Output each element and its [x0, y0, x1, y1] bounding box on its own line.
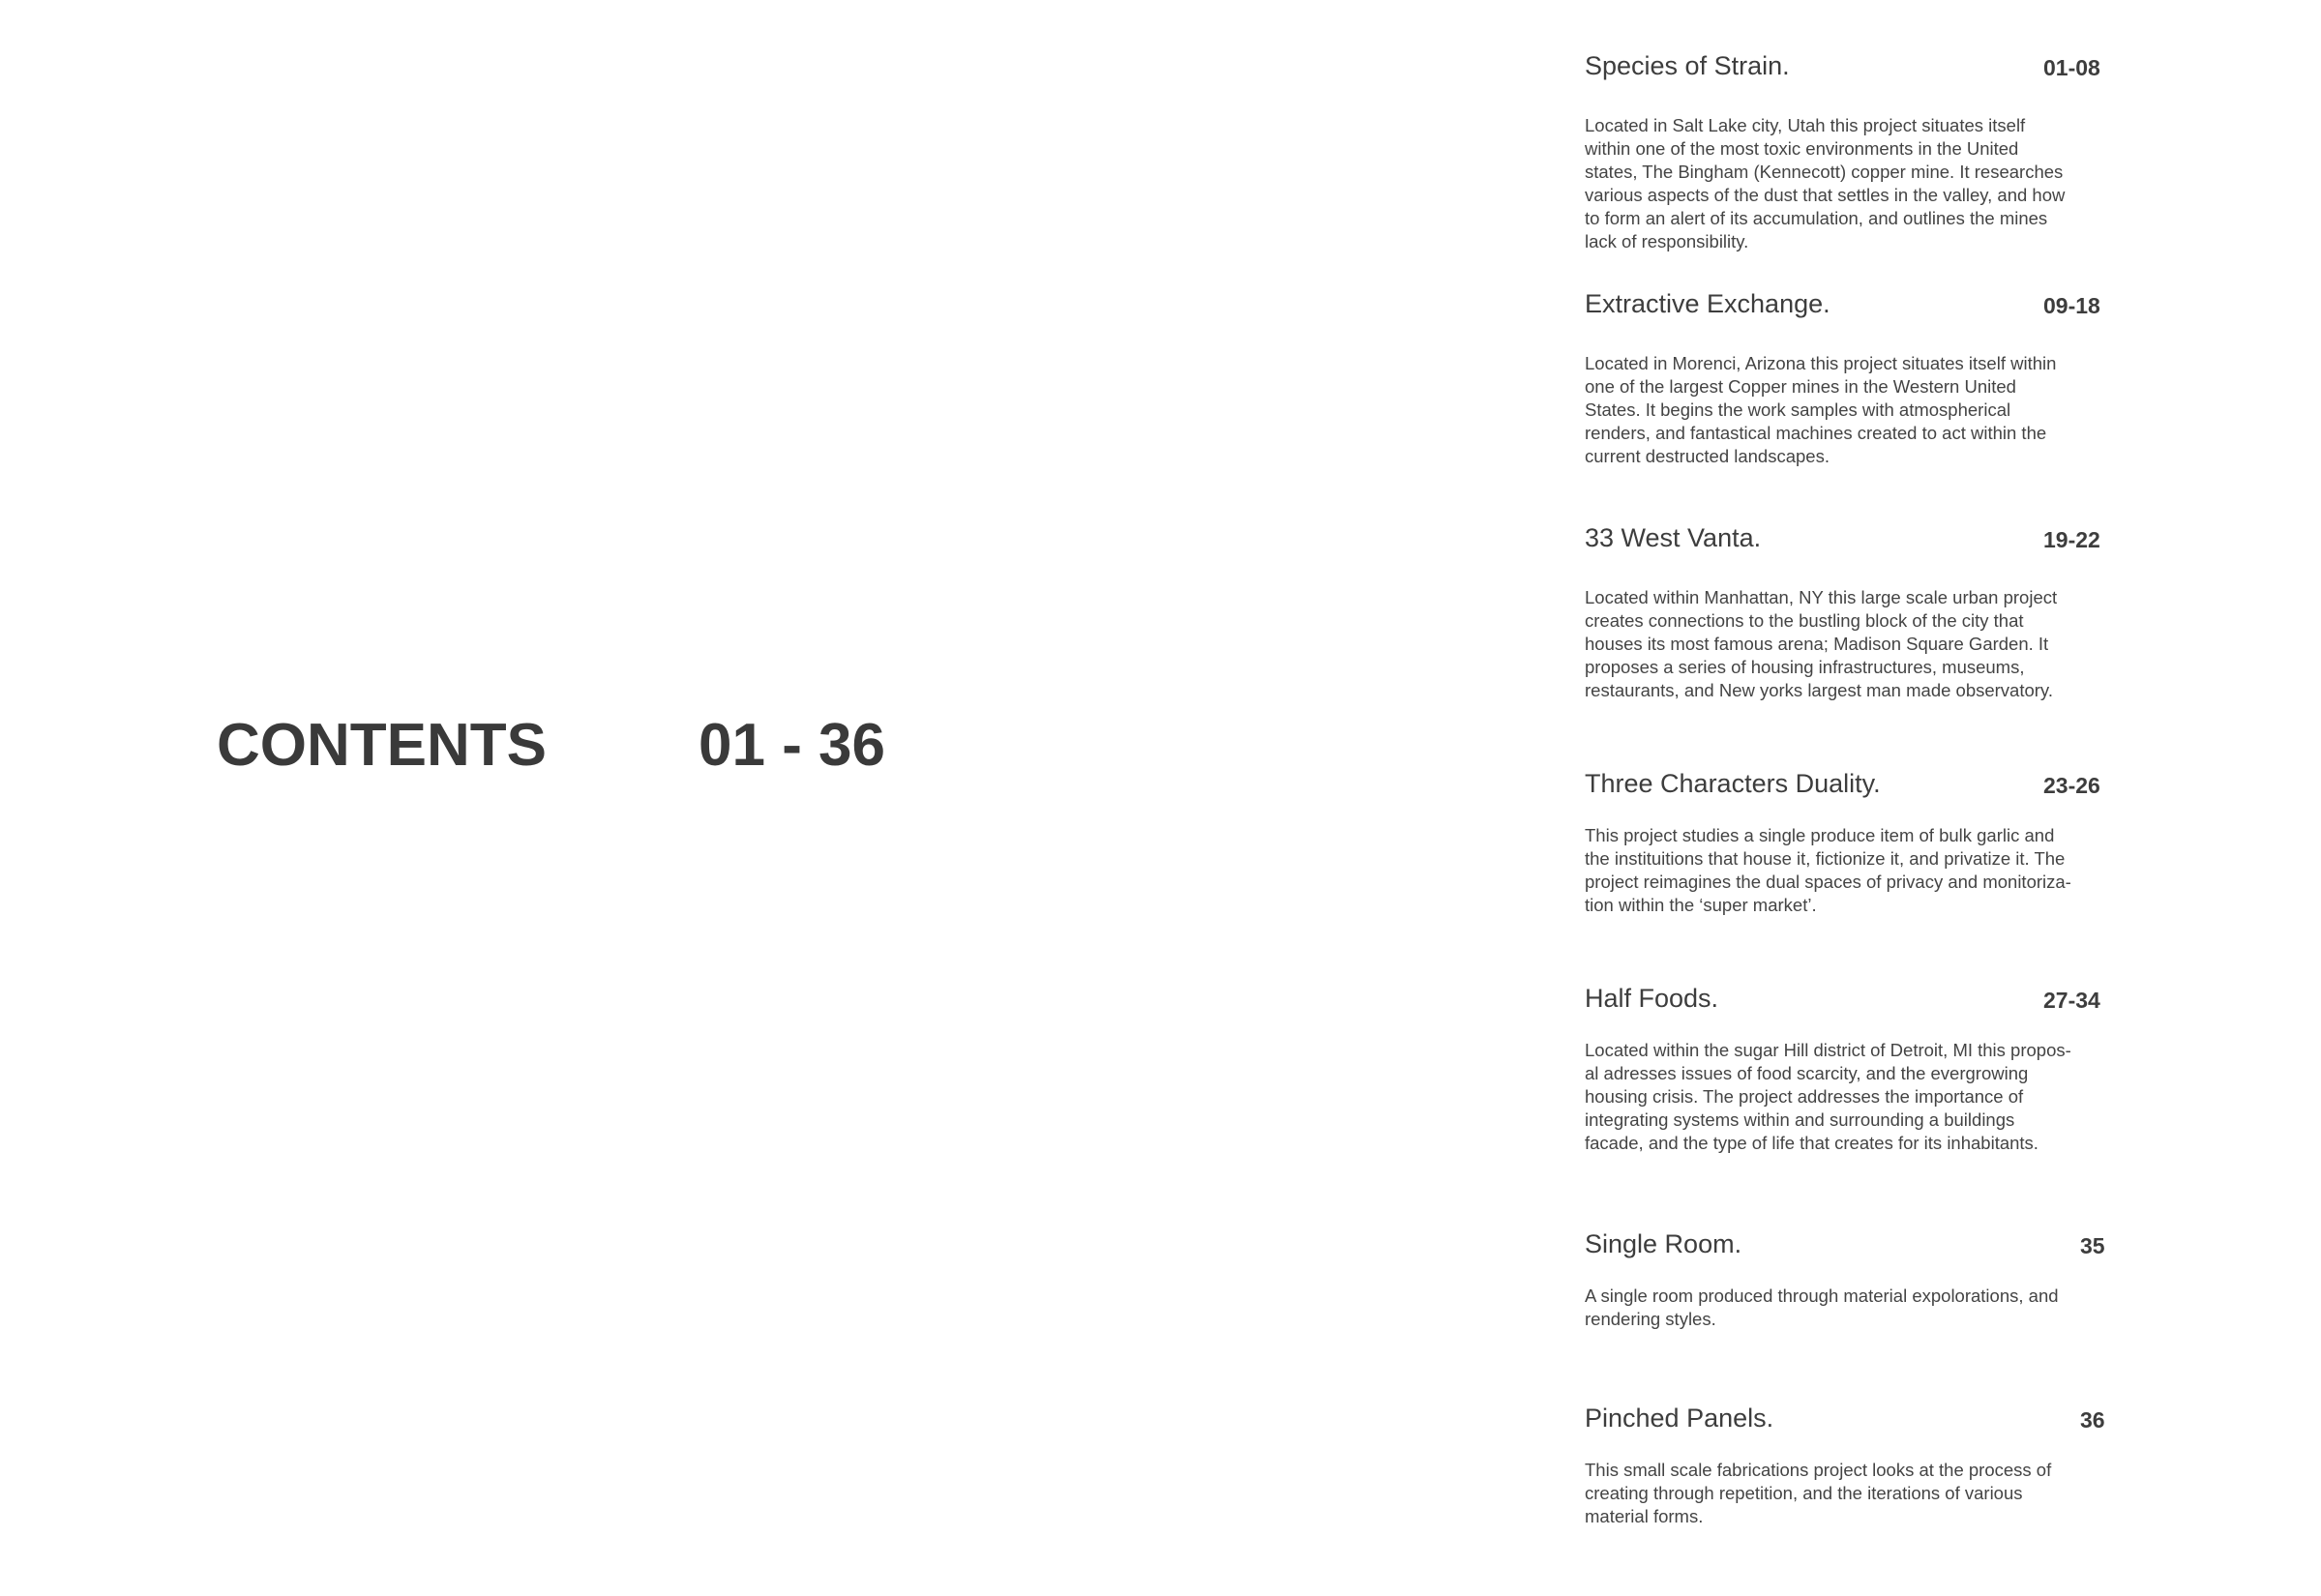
entry-title: Single Room. [1585, 1229, 1742, 1258]
entry-title: 33 West Vanta. [1585, 523, 1762, 552]
entry-title: Species of Strain. [1585, 51, 1790, 80]
entry-pages: 35 [2080, 1233, 2105, 1258]
entry-title: Three Characters Duality. [1585, 769, 1881, 798]
entry-title: Half Foods. [1585, 984, 1719, 1013]
entry-pages: 36 [2080, 1407, 2105, 1433]
entry-title: Pinched Panels. [1585, 1404, 1774, 1433]
contents-page-range: 01 - 36 [699, 712, 886, 779]
entry-description: This small scale fabrications project looks at the process of creating through repetition, and the iterations of various material forms. [1585, 1460, 2052, 1526]
entry-description: Located in Morenci, Arizona this project situates itself within one of the largest Copper mines in the Western United States. It begins the work samples with atmospherical renders, and fantastical machines created to act within the current destructed landscapes. [1585, 353, 2057, 466]
entry-pages: 09-18 [2043, 293, 2100, 318]
entry-description: This project studies a single produce item of bulk garlic and the instituitions that house it, fictionize it, and privatize it. The project reimagines the dual spaces of privacy and monitoriza- tion within the ‘super market’. [1585, 825, 2071, 915]
contents-heading: CONTENTS [217, 712, 547, 779]
entry-pages: 19-22 [2043, 527, 2100, 552]
entry-description: A single room produced through material expolorations, and rendering styles. [1585, 1286, 2059, 1329]
entry-title: Extractive Exchange. [1585, 289, 1830, 318]
entry-pages: 27-34 [2043, 988, 2100, 1013]
entry-description: Located within Manhattan, NY this large scale urban project creates connections to the bustling block of the city that houses its most famous arena; Madison Square Garden. It proposes a series of housing infrastructures, museums, restaurants, and New yorks largest man made observatory. [1585, 587, 2058, 700]
entry-pages: 23-26 [2043, 773, 2100, 798]
entry-description: Located within the sugar Hill district of Detroit, MI this propos- al adresses issues of food scarcity, and the evergrowing housing crisis. The project addresses the importance of integrating systems within and surrounding a buildings facade, and the type of life that creates for its inhabitants. [1585, 1040, 2071, 1153]
entry-pages: 01-08 [2043, 55, 2100, 80]
entry-description: Located in Salt Lake city, Utah this project situates itself within one of the most toxic environments in the United states, The Bingham (Kennecott) copper mine. It researches various aspects of the dust that settles in the valley, and how to form an alert of its accumulation, and outlines the mines lack of responsibility. [1585, 115, 2066, 251]
